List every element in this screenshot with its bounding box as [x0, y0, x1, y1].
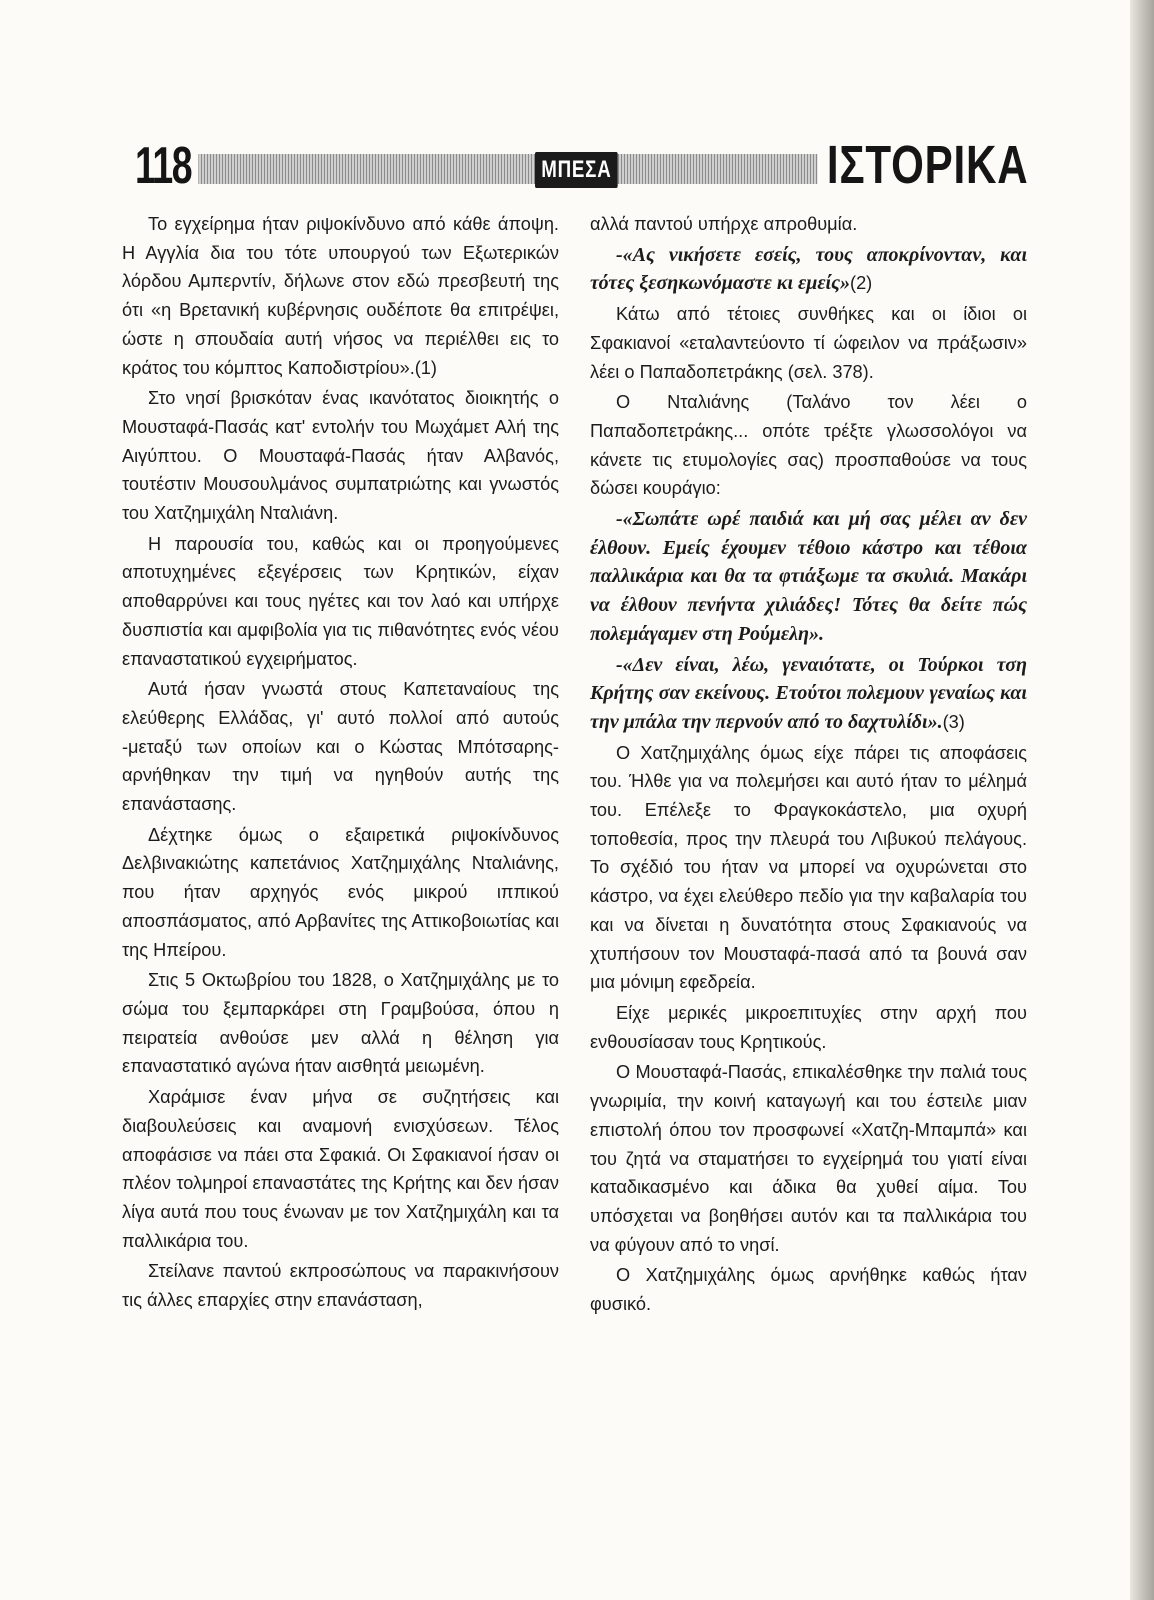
paragraph: Χαράμισε έναν μήνα σε συζητήσεις και διαβουλεύσεις και αναμονή ενισχύσεων. Τέλος αποφάσισε να πάει στα Σφακιά. Οι Σφακιανοί ήσαν οι πλέον τολμηροί επαναστάτες της Κρήτης και δεν ήσαν λίγα αυτά που τους ένωναν με τον Χατζημιχάλη και τα παλλικάρια του. [122, 1087, 559, 1251]
left-column [122, 210, 559, 1317]
page-edge [1130, 0, 1154, 1600]
paragraph: Δέχτηκε όμως ο εξαιρετικά ριψοκίνδυνος Δελβινακιώτης καπετάνιος Χατζημιχάλης Νταλιάνης, που ήταν αρχηγός ενός μικρού ιππικού αποσπάσματος, από Αρβανίτες της Αττικοβοιωτίας και της Ηπείρου. [122, 824, 559, 960]
paragraph: Το εγχείρημα ήταν ριψοκίνδυνο από κάθε άποψη. Η Αγγλία δια του τότε υπουργού των Εξωτερικών λόρδου Αμπερντίν, δήλωνε στον εδώ πρεσβευτή της ότι «η Βρετανική κυβέρνησις ουδέποτε θα επιτρέψει, ώστε η σπουδαία αυτή νήσος να περιέλθει εις το κράτος του κόμπτος Καποδιστρίου».(1) [122, 214, 559, 378]
footnote-ref: (2) [850, 273, 873, 294]
paragraph: Ο Χατζημιχάλης όμως είχε πάρει τις αποφάσεις του. Ήλθε για να πολεμήσει και αυτό ήταν το μέλημά του. Επέλεξε το Φραγκοκάστελο, μια οχυρή τοποθεσία, προς την πλευρά του Λιβυκού πελάγους. Το σχέδιό του ήταν να μπορεί να οχυρώνεται στο κάστρο, να έχει ελεύθερο πεδίο για την καβαλαρία του και να δίνεται η δυνατότητα στους Σφακιανούς να χτυπήσουν τον Μουσταφά-πασά από τα βουνά σαν μια μόνιμη εφεδρεία. [590, 742, 1027, 993]
paragraph: Στείλανε παντού εκπροσώπους να παρακινήσουν τις άλλες επαρχίες στην επανάσταση, [122, 1261, 559, 1311]
section-title: ΙΣΤΟΡΙΚΑ [817, 134, 1028, 196]
paragraph: αλλά παντού υπήρχε απροθυμία. [590, 214, 858, 234]
paragraph: Ο Νταλιάνης (Ταλάνο τον λέει ο Παπαδοπετράκης... οπότε τρέξτε γλωσσολόγοι να κάνετε τις ετυμολογίες σας) προσπαθούσε να τους δώσει κουράγιο: [590, 392, 1027, 499]
footnote-ref: (3) [942, 711, 965, 732]
paragraph: Κάτω από τέτοιες συνθήκες και οι ίδιοι οι Σφακιανοί «εταλαντεύοντο τί ώφειλον να πράξωσιν» λέει ο Παπαδοπετράκης (σελ. 378). [590, 304, 1027, 382]
paragraph: Στο νησί βρισκόταν ένας ικανότατος διοικητής ο Μουσταφά-Πασάς κατ' εντολήν του Μωχάμετ Αλή της Αιγύπτου. Ο Μουσταφά-Πασάς ήταν Αλβανός, τουτέστιν Μουσουλμάνος συμπατριώτης και γνωστός του Χατζημιχάλη Νταλιάνη. [122, 388, 559, 524]
paragraph: Ο Μουσταφά-Πασάς, επικαλέσθηκε την παλιά τους γνωριμία, την κοινή καταγωγή και του έστειλε μιαν επιστολή όπου τον προσφωνεί «Χατζη-Μπαμπά» και του ζητά να σταματήσει το εγχείρημά του γιατί είναι καταδικασμένο και άδικα θα χυθεί αίμα. Του υπόσχεται να βοηθήσει αυτόν και τα παλλικάρια του να φύγουν από το νησί. [590, 1062, 1027, 1255]
quote: -«Ας νικήσετε εσείς, τους αποκρίνονταν, και τότες ξεσηκωνόμαστε κι εμείς» [590, 243, 1027, 295]
paragraph: Ο Χατζημιχάλης όμως αρνήθηκε καθώς ήταν φυσικό. [590, 1265, 1027, 1315]
right-column [590, 210, 1027, 1321]
paragraph: Η παρουσία του, καθώς και οι προηγούμενες αποτυχημένες εξεγέρσεις των Κρητικών, είχαν αποθαρρύνει και τους ηγέτες και τον λαό και υπήρχε δυσπιστία και αμφιβολία για τις πιθανότητες ενός νέου επαναστατικού εγχειρήματος. [122, 533, 559, 669]
magazine-logo: ΜΠΕΣΑ [535, 152, 618, 188]
quote-paragraph [590, 651, 1027, 737]
paragraph: Αυτά ήσαν γνωστά στους Καπεταναίους της ελεύθερης Ελλάδας, γι' αυτό πολλοί από αυτούς -μεταξύ των οποίων και ο Κώστας Μπότσαρης- αρνήθηκαν την τιμή να ηγηθούν αυτής της επανάστασης. [122, 679, 559, 815]
paragraph: Στις 5 Οκτωβρίου του 1828, ο Χατζημιχάλης με το σώμα του ξεμπαρκάρει στη Γραμβούσα, όπου η πειρατεία ανθούσε μεν αλλά η θέληση για επαναστατικό αγώνα ήταν αισθητά μειωμένη. [122, 970, 559, 1077]
quote-paragraph [590, 241, 1027, 298]
page-number: 118 [135, 136, 198, 196]
quote: -«Δεν είναι, λέω, γεναιότατε, οι Τούρκοι τση Κρήτης σαν εκείνους. Ετούτοι πολεμουν γεναίως και την μπάλα την περνούν από το δαχτυλίδι». [590, 653, 1027, 733]
quote: -«Σωπάτε ωρέ παιδιά και μή σας μέλει αν δεν έλθουν. Εμείς έχουμεν τέθοιο κάστρο και τέθοια παλλικάρια και θα τα φτιάξωμε τα σκυλιά. Μακάρι να έλθουν πενήντα χιλιάδες! Τότες θα δείτε πώς πολεμάγαμεν στη Ρούμελη». [590, 508, 1027, 645]
paragraph: Είχε μερικές μικροεπιτυχίες στην αρχή που ενθουσίασαν τους Κρητικούς. [590, 1002, 1027, 1052]
page-header [135, 135, 1028, 195]
